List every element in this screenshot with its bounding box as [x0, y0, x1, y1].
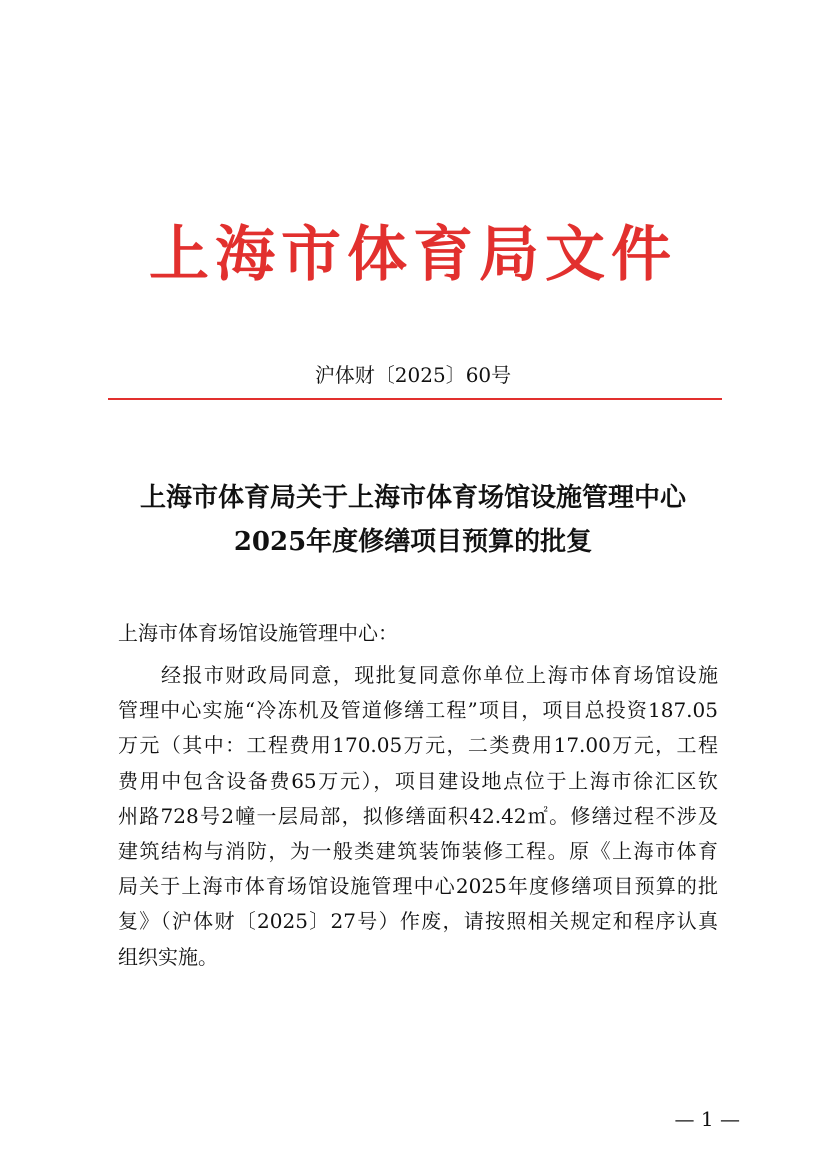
document-number: 沪体财〔2025〕60号 — [314, 363, 512, 387]
body-line: 复》（沪体财〔2025〕27号）作废，请按照相关规定和程序认真 — [118, 909, 718, 934]
body-text — [118, 658, 718, 975]
page-number: — 1 — — [674, 1107, 740, 1131]
body-line: 局关于上海市体育场馆设施管理中心2025年度修缮项目预算的批 — [118, 874, 718, 899]
document-title — [80, 476, 746, 564]
body-line: 万元（其中：工程费用170.05万元，二类费用17.00万元，工程 — [118, 733, 718, 758]
addressee: 上海市体育场馆设施管理中心： — [118, 621, 398, 645]
body-line: 州路728号2幢一层局部，拟修缮面积42.42㎡。修缮过程不涉及 — [118, 803, 718, 828]
body-line: 建筑结构与消防，为一般类建筑装饰装修工程。原《上海市体育 — [118, 839, 718, 864]
title-line-1: 上海市体育局关于上海市体育场馆设施管理中心 — [139, 483, 686, 513]
title-line-2: 2025年度修缮项目预算的批复 — [233, 527, 593, 557]
body-line: 经报市财政局同意，现批复同意你单位上海市体育场馆设施 — [118, 663, 718, 687]
body-line: 管理中心实施“冷冻机及管道修缮工程”项目，项目总投资187.05 — [118, 698, 718, 723]
body-line: 组织实施。 — [118, 944, 218, 969]
masthead-title: 上海市体育局文件 — [149, 220, 677, 290]
red-divider-line — [108, 398, 722, 400]
body-line: 费用中包含设备费65万元），项目建设地点位于上海市徐汇区钦 — [118, 768, 718, 793]
